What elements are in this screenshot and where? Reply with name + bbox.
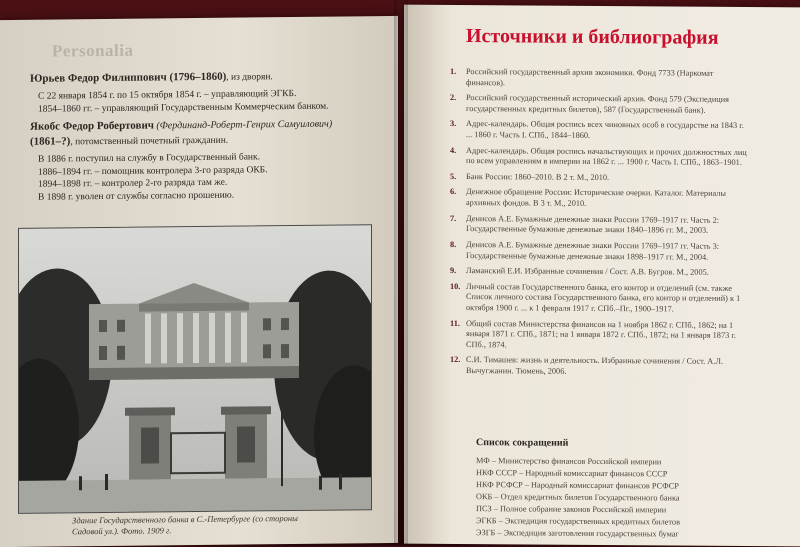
person-career-line: В 1898 г. уволен от службы согласно прошению. — [38, 190, 235, 203]
source-item — [450, 93, 750, 116]
abbreviation-item: ПСЗ – Полное собрание законов Российской империи — [476, 504, 667, 515]
source-text: Российский государственный архив экономики. Фонд 7733 (Наркомат финансов). — [466, 67, 714, 87]
abbreviation-item: НКФ РСФСР – Народный комиссариат финансов РСФСР — [476, 480, 679, 491]
source-number: 6. — [450, 187, 457, 197]
source-text: Денисов А.Е. Бумажные денежные знаки России 1769–1917 гг. Часть 2: Государственные бумажные денежные знаки 1840–1896 гг. М., 2003. — [466, 213, 720, 236]
abbreviations-list — [476, 455, 776, 541]
source-number: 7. — [450, 213, 457, 223]
source-number: 5. — [450, 171, 457, 181]
bank-building-illustration — [19, 225, 371, 513]
source-number: 12. — [450, 355, 461, 365]
source-text: Личный состав Государственного банка, его контор и отделений (см. также Список личного состава Государственного банка, его контор и отделений) к 1 октября 1900 г. ... к 1 февраля 1917 г. СПб.–Пг., 1900–1917. — [466, 281, 741, 314]
abbreviation-item: МФ – Министерство финансов Российской империи — [476, 456, 662, 467]
source-number: 11. — [450, 318, 460, 328]
source-item — [450, 67, 750, 90]
abbreviations-heading: Список сокращений — [476, 437, 569, 449]
source-item — [450, 319, 750, 353]
person-entry-jacobs — [30, 116, 360, 204]
source-item — [450, 266, 750, 279]
section-header: Personalia — [52, 40, 134, 61]
bank-building-photo — [18, 224, 372, 514]
person-alt-name: (Фердинанд-Роберт-Генрих Самуилович) — [156, 118, 333, 132]
source-number: 4. — [450, 145, 457, 155]
source-number: 9. — [450, 266, 457, 276]
page-title: Источники и библиография — [466, 25, 719, 49]
source-item — [450, 187, 750, 210]
abbreviation-item: НКФ СССР – Народный комиссариат финансов СССР — [476, 468, 668, 479]
person-years: (1861–?) — [30, 135, 71, 148]
person-name: Якобс Федор Робертович — [30, 119, 155, 133]
abbreviation-item: ЭГКБ – Экспедиция государственных кредитных билетов — [476, 516, 680, 527]
source-item — [450, 240, 750, 263]
person-origin: , потомственный почетный гражданин. — [70, 135, 229, 148]
left-page — [0, 16, 398, 547]
source-text: Общий состав Министерства финансов на 1 ноября 1862 г. СПб., 1862; на 1 января 1871 г. СПб., 1871; на 1 января 1872 г. СПб., 1872; на 1 января 1873 г. СПб., 1874. — [466, 318, 736, 350]
source-text: Банк России: 1860–2010. В 2 т. М., 2010. — [466, 171, 610, 182]
source-text: Денежное обращение России: Исторические очерки. Каталог. Материалы архивных фондов. В 3 т. М., 2010. — [466, 187, 726, 208]
sources-list — [450, 67, 750, 384]
photo-caption: Здание Государственного банка в С.-Петербурге (со стороны Садовой ул.). Фото. 1909 г. — [72, 512, 298, 537]
source-number: 10. — [450, 281, 461, 291]
source-number: 8. — [450, 239, 457, 249]
source-item — [450, 172, 750, 185]
source-text: Ламанский Е.И. Избранные сочинения / Сост. А.В. Бугров. М., 2005. — [466, 266, 709, 277]
source-text: С.И. Тимашев: жизнь и деятельность. Избранные сочинения / Сост. А.Л. Вычугжанин. Тюмень, 2006. — [466, 355, 724, 376]
source-item — [450, 282, 750, 316]
source-item — [450, 119, 750, 142]
source-item — [450, 146, 750, 169]
source-text: Адрес-календарь. Общая роспись начальствующих и прочих должностных лиц по всем управлениям в империи на 1862 г. ... 1900 г. Часть I. СПб., 1863–1901. — [466, 145, 747, 168]
source-number: 3. — [450, 119, 457, 129]
person-career-line: 1886–1894 гг. – помощник контролера 3-го разряда ОКБ. — [38, 164, 268, 178]
right-page — [404, 5, 800, 547]
book-gutter — [394, 0, 408, 545]
abbreviation-item: ЭЗГБ – Экспедиция заготовления государственных бумаг — [476, 528, 679, 539]
source-text: Адрес-календарь. Общая роспись всех чиновных особ в государстве на 1843 г. ... 1860 г. Часть I. СПб., 1844–1860. — [466, 119, 744, 140]
source-item — [450, 355, 750, 378]
person-origin: , из дворян. — [226, 72, 273, 83]
person-career-line: В 1886 г. поступил на службу в Государственный банк. — [38, 152, 260, 165]
source-item — [450, 214, 750, 237]
source-text: Денисов А.Е. Бумажные денежные знаки России 1769–1917 гг. Часть 3: Государственные бумажные денежные знаки 1898–1917 гг. М., 2004. — [466, 239, 720, 262]
person-entry-yuryev — [30, 68, 360, 116]
abbreviation-item: ОКБ – Отдел кредитных билетов Государственного банка — [476, 492, 680, 503]
person-name: Юрьев Федор Филиппович (1796–1860) — [30, 70, 227, 85]
source-number: 2. — [450, 93, 457, 103]
person-career-line: 1854–1860 гг. – управляющий Государственным Коммерческим банком. — [38, 101, 329, 115]
person-career-line: 1894–1898 гг. – контролер 2-го разряда там же. — [38, 178, 228, 190]
person-career-line: С 22 января 1854 г. по 15 октября 1854 г. – управляющий ЭГКБ. — [38, 88, 297, 102]
source-text: Российский государственный исторический архив. Фонд 579 (Экспедиция государственных кредитных билетов), 587 (Государственный банк). — [466, 93, 729, 115]
source-number: 1. — [450, 66, 457, 76]
